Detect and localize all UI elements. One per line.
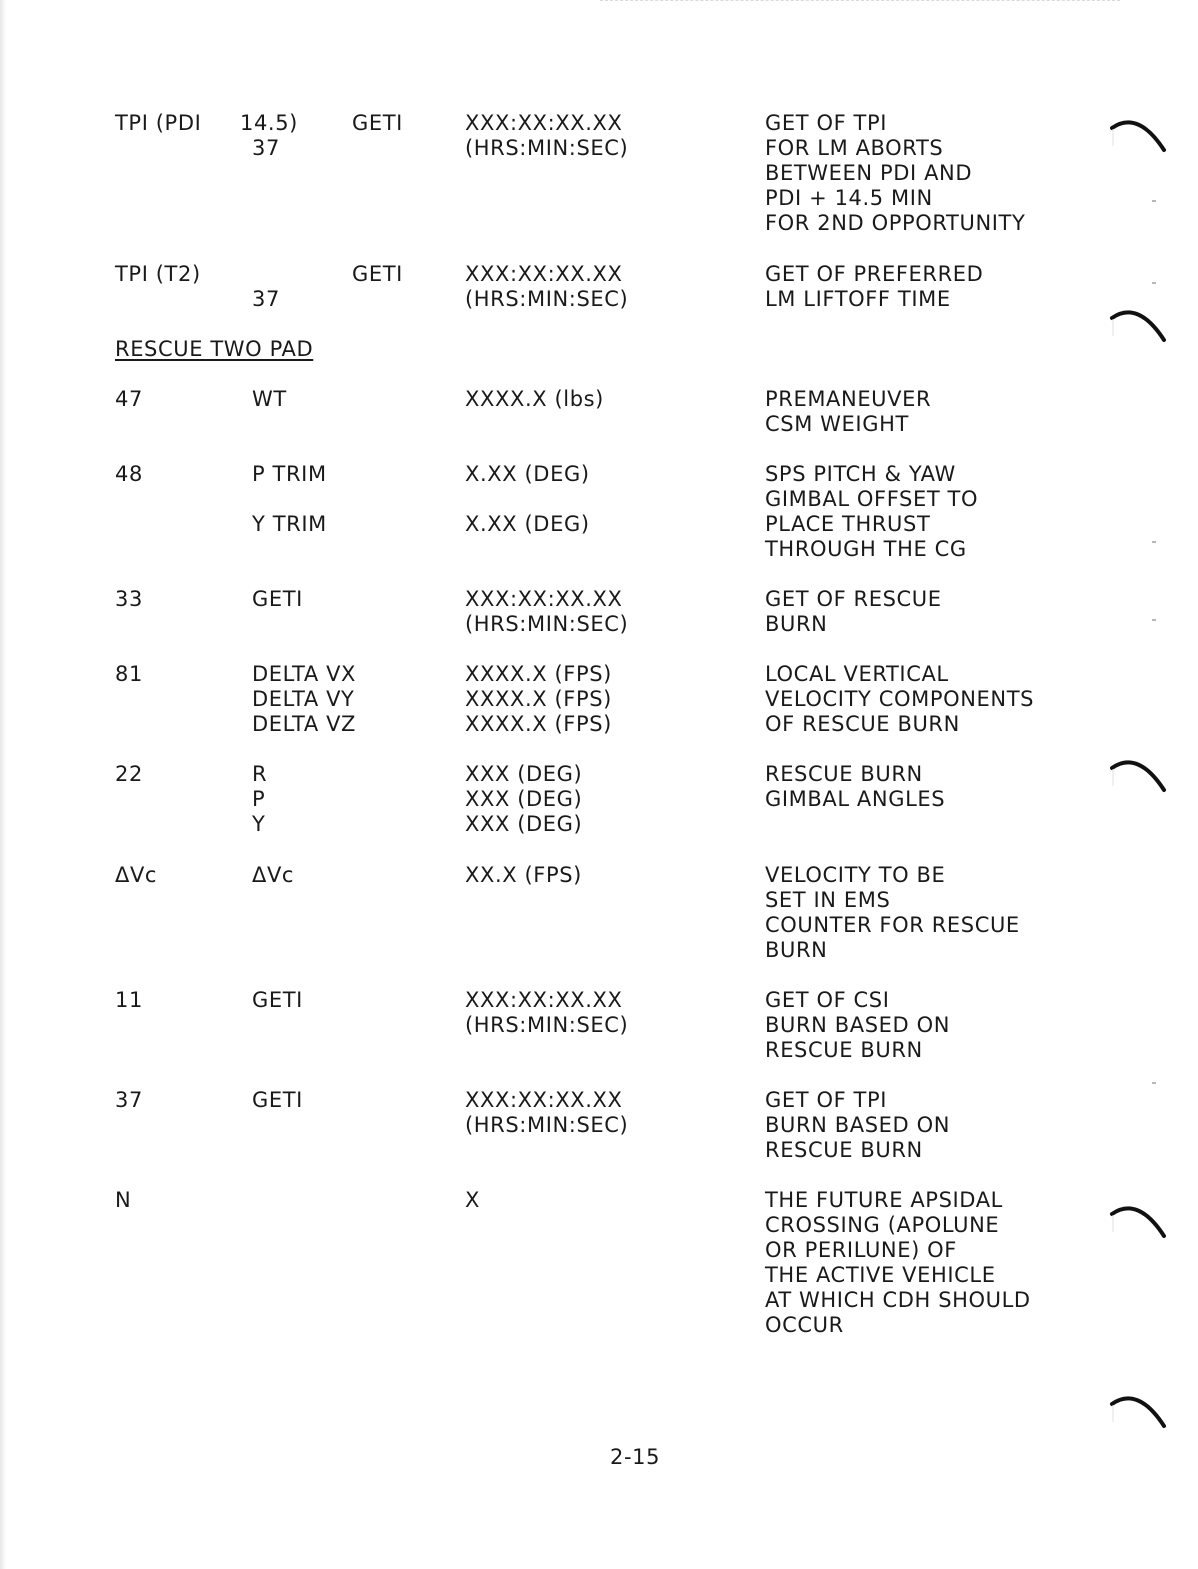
row-n-format: X [465, 1188, 480, 1212]
page-edge-shadow [0, 0, 6, 1569]
row-81-desc-3: OF RESCUE BURN [765, 712, 960, 736]
tpi-pdi-desc-1: GET OF TPI [765, 111, 888, 135]
row-48-format-2: X.XX (DEG) [465, 512, 590, 536]
section-heading-rescue-two-pad: RESCUE TWO PAD [115, 337, 314, 361]
row-n-desc-4: THE ACTIVE VEHICLE [765, 1263, 996, 1287]
tpi-t2-desc-1: GET OF PREFERRED [765, 262, 984, 286]
row-11-desc-2: BURN BASED ON [765, 1013, 951, 1037]
scan-artifact-top [600, 0, 1120, 3]
row-33-desc-1: GET OF RESCUE [765, 587, 942, 611]
row-dvc-desc-1: VELOCITY TO BE [765, 863, 946, 887]
row-81-format-1: XXXX.X (FPS) [465, 662, 612, 686]
row-48-desc-4: THROUGH THE CG [765, 537, 967, 561]
row-n-desc-2: CROSSING (APOLUNE [765, 1213, 1000, 1237]
row-81-param-2: DELTA VY [252, 687, 355, 711]
row-22-param-3: Y [252, 812, 266, 836]
row-37-param: GETI [252, 1088, 303, 1112]
row-n-noun: N [115, 1188, 132, 1212]
scan-speck [1152, 282, 1156, 284]
row-22-param-2: P [252, 787, 266, 811]
tpi-t2-desc-2: LM LIFTOFF TIME [765, 287, 951, 311]
row-11-noun: 11 [115, 988, 143, 1012]
row-22-param-1: R [252, 762, 268, 786]
binder-hole-3 [1108, 752, 1168, 802]
row-81-format-3: XXXX.X (FPS) [465, 712, 612, 736]
tpi-pdi-label: TPI (PDI [115, 111, 202, 135]
row-48-desc-3: PLACE THRUST [765, 512, 931, 536]
row-48-noun: 48 [115, 462, 143, 486]
tpi-t2-format-1: XXX:XX:XX.XX [465, 262, 623, 286]
scan-speck [1152, 200, 1156, 202]
row-n-desc-3: OR PERILUNE) OF [765, 1238, 957, 1262]
tpi-pdi-format-1: XXX:XX:XX.XX [465, 111, 623, 135]
row-33-desc-2: BURN [765, 612, 828, 636]
tpi-pdi-desc-5: FOR 2ND OPPORTUNITY [765, 211, 1026, 235]
row-48-desc-1: SPS PITCH & YAW [765, 462, 956, 486]
binder-hole-5 [1108, 1388, 1168, 1438]
row-n-desc-6: OCCUR [765, 1313, 844, 1337]
scan-speck [1152, 619, 1156, 621]
row-48-param-1: P TRIM [252, 462, 327, 486]
page-number: 2-15 [610, 1445, 661, 1469]
row-22-desc-1: RESCUE BURN [765, 762, 923, 786]
tpi-t2-noun: 37 [252, 287, 280, 311]
row-37-format-2: (HRS:MIN:SEC) [465, 1113, 629, 1137]
row-81-desc-2: VELOCITY COMPONENTS [765, 687, 1035, 711]
tpi-pdi-minutes: 14.5) [240, 111, 298, 135]
row-n-desc-1: THE FUTURE APSIDAL [765, 1188, 1003, 1212]
row-47-noun: 47 [115, 387, 143, 411]
row-22-format-3: XXX (DEG) [465, 812, 583, 836]
tpi-pdi-desc-2: FOR LM ABORTS [765, 136, 944, 160]
row-47-desc-2: CSM WEIGHT [765, 412, 909, 436]
row-dvc-desc-4: BURN [765, 938, 828, 962]
row-22-desc-2: GIMBAL ANGLES [765, 787, 946, 811]
binder-hole-4 [1108, 1198, 1168, 1248]
row-dvc-desc-2: SET IN EMS [765, 888, 891, 912]
tpi-t2-format-2: (HRS:MIN:SEC) [465, 287, 629, 311]
tpi-pdi-desc-3: BETWEEN PDI AND [765, 161, 973, 185]
row-81-desc-1: LOCAL VERTICAL [765, 662, 949, 686]
row-11-desc-1: GET OF CSI [765, 988, 890, 1012]
row-47-param: WT [252, 387, 287, 411]
row-81-noun: 81 [115, 662, 143, 686]
row-11-param: GETI [252, 988, 303, 1012]
tpi-pdi-geti: GETI [352, 111, 403, 135]
row-81-param-1: DELTA VX [252, 662, 357, 686]
row-22-format-1: XXX (DEG) [465, 762, 583, 786]
row-22-format-2: XXX (DEG) [465, 787, 583, 811]
row-37-noun: 37 [115, 1088, 143, 1112]
tpi-pdi-desc-4: PDI + 14.5 MIN [765, 186, 933, 210]
row-37-format-1: XXX:XX:XX.XX [465, 1088, 623, 1112]
row-37-desc-3: RESCUE BURN [765, 1138, 923, 1162]
tpi-t2-label: TPI (T2) [115, 262, 201, 286]
row-dvc-param: ΔVc [252, 863, 295, 887]
row-dvc-format: XX.X (FPS) [465, 863, 582, 887]
row-48-format-1: X.XX (DEG) [465, 462, 590, 486]
row-dvc-noun: ΔVc [115, 863, 158, 887]
row-48-param-2: Y TRIM [252, 512, 327, 536]
row-81-param-3: DELTA VZ [252, 712, 357, 736]
tpi-pdi-format-2: (HRS:MIN:SEC) [465, 136, 629, 160]
row-11-desc-3: RESCUE BURN [765, 1038, 923, 1062]
row-33-noun: 33 [115, 587, 143, 611]
row-48-desc-2: GIMBAL OFFSET TO [765, 487, 979, 511]
row-dvc-desc-3: COUNTER FOR RESCUE [765, 913, 1020, 937]
row-47-format: XXXX.X (lbs) [465, 387, 604, 411]
row-37-desc-1: GET OF TPI [765, 1088, 888, 1112]
row-33-format-2: (HRS:MIN:SEC) [465, 612, 629, 636]
tpi-pdi-noun: 37 [252, 136, 280, 160]
row-22-noun: 22 [115, 762, 143, 786]
scan-speck [1152, 1082, 1156, 1084]
row-81-format-2: XXXX.X (FPS) [465, 687, 612, 711]
binder-hole-2 [1108, 302, 1168, 352]
tpi-t2-geti: GETI [352, 262, 403, 286]
row-47-desc-1: PREMANEUVER [765, 387, 932, 411]
row-n-desc-5: AT WHICH CDH SHOULD [765, 1288, 1031, 1312]
scan-speck [1152, 541, 1156, 543]
row-33-format-1: XXX:XX:XX.XX [465, 587, 623, 611]
binder-hole-1 [1108, 112, 1168, 162]
row-33-param: GETI [252, 587, 303, 611]
row-37-desc-2: BURN BASED ON [765, 1113, 951, 1137]
row-11-format-1: XXX:XX:XX.XX [465, 988, 623, 1012]
row-11-format-2: (HRS:MIN:SEC) [465, 1013, 629, 1037]
